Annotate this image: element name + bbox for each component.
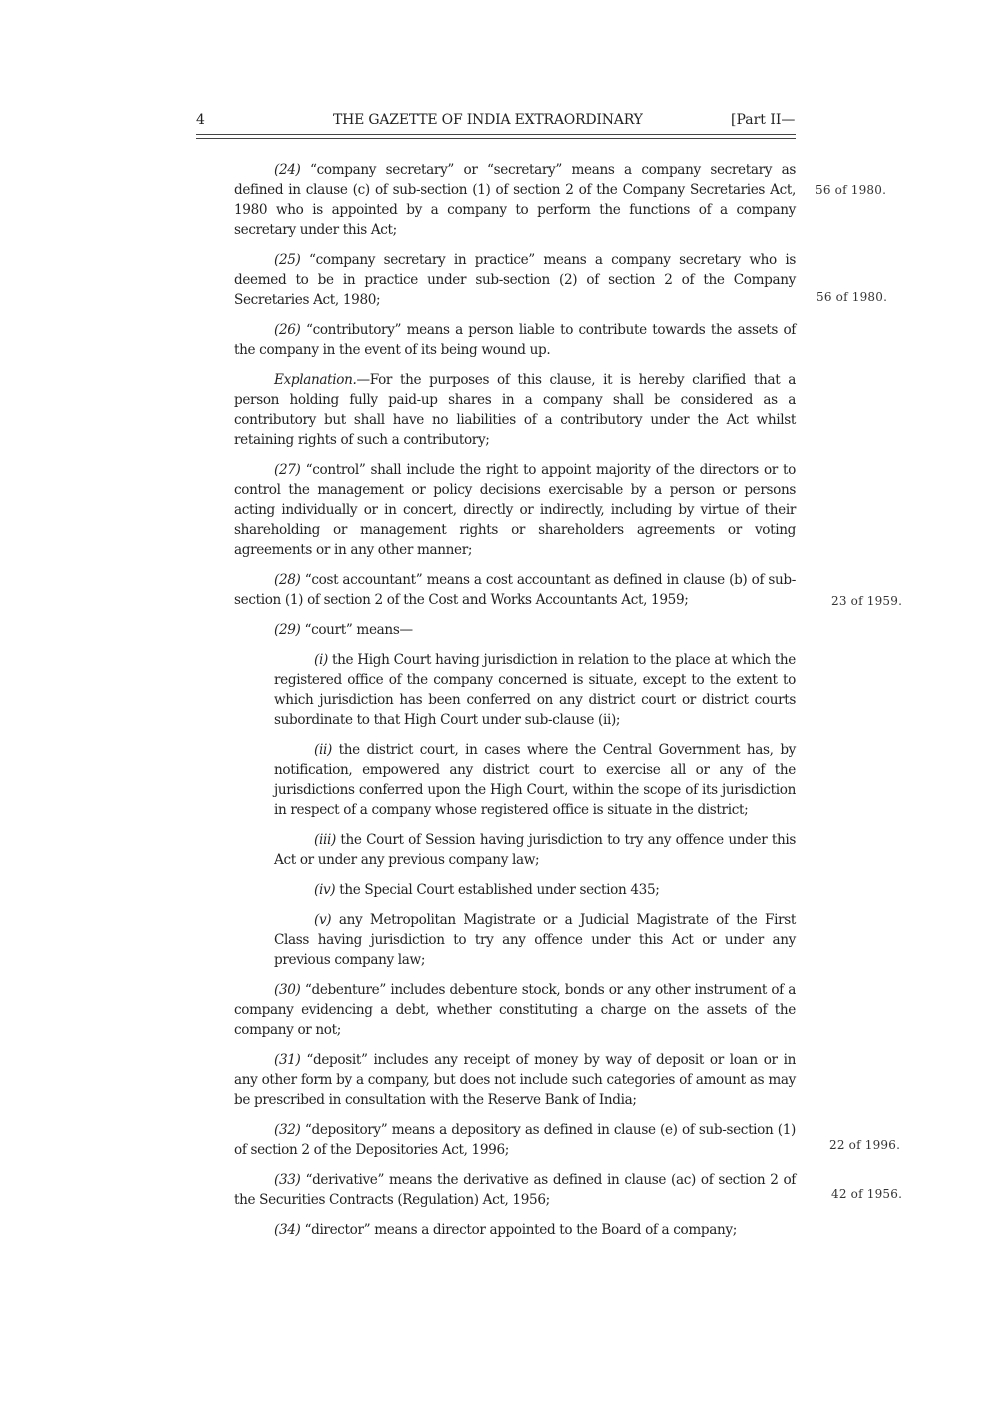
header-rule-bottom xyxy=(196,138,796,139)
clause-25: (25) “company secretary in practice” means a company secretary who is deemed to be in practice under sub-section (2) of section 2 of the Company Secretaries Act, 1980; xyxy=(234,252,796,308)
clause-29-ii: (ii) the district court, in cases where the Central Government has, by notification, empowered any district court to exercise all or any of the jurisdictions conferred upon the High Court, within the scope of its jurisdiction in respect of a company whose registered office is situate in the district; xyxy=(274,742,796,818)
clause-33: (33) “derivative” means the derivative as defined in clause (ac) of section 2 of the Securities Contracts (Regulation) Act, 1956; xyxy=(234,1172,796,1208)
clause-31: (31) “deposit” includes any receipt of money by way of deposit or loan or in any other form by a company, but does not include such categories of amount as may be prescribed in consultation with the Reserve Bank of India; xyxy=(234,1052,796,1108)
clause-27: (27) “control” shall include the right to appoint majority of the directors or to control the management or policy decisions exercisable by a person or persons acting individually or in concert, directly or indirectly, including by virtue of their shareholding or management rights or shareholders agreements or voting agreements or in any other manner; xyxy=(234,462,796,558)
clause-29: (29) “court” means— xyxy=(274,622,413,638)
clause-32: (32) “depository” means a depository as defined in clause (e) of sub-section (1) of section 2 of the Depositories Act, 1996; xyxy=(234,1122,796,1158)
margin-note: 23 of 1959. xyxy=(831,594,903,608)
gazette-title: THE GAZETTE OF INDIA EXTRAORDINARY xyxy=(333,112,643,128)
part-label: [Part II— xyxy=(731,112,796,128)
document-body xyxy=(234,160,796,1250)
margin-note: 56 of 1980. xyxy=(816,290,888,304)
header-rule-top xyxy=(196,134,796,135)
page-number: 4 xyxy=(196,112,205,128)
clause-34: (34) “director” means a director appointed to the Board of a company; xyxy=(274,1222,737,1238)
clause-24: (24) “company secretary” or “secretary” means a company secretary as defined in clause (c) of sub-section (1) of section 2 of the Company Secretaries Act, 1980 who is appointed by a company to perform the functions of a company secretary under this Act; xyxy=(234,162,796,238)
margin-note: 42 of 1956. xyxy=(831,1187,903,1201)
clause-28: (28) “cost accountant” means a cost accountant as defined in clause (b) of sub-section (1) of section 2 of the Cost and Works Accountants Act, 1959; xyxy=(234,572,796,608)
clause-26: (26) “contributory” means a person liable to contribute towards the assets of the company in the event of its being wound up. xyxy=(234,322,796,358)
page-header xyxy=(196,112,796,132)
margin-note: 22 of 1996. xyxy=(829,1138,901,1152)
clause-30: (30) “debenture” includes debenture stock, bonds or any other instrument of a company evidencing a debt, whether constituting a charge on the assets of the company or not; xyxy=(234,982,796,1038)
clause-29-i: (i) the High Court having jurisdiction in relation to the place at which the registered office of the company concerned is situate, except to the extent to which jurisdiction has been conferred on any district court or district courts subordinate to that High Court under sub-clause (ii); xyxy=(274,652,796,728)
clause-29-iii: (iii) the Court of Session having jurisdiction to try any offence under this Act or under any previous company law; xyxy=(274,832,796,868)
clause-26-explanation: Explanation.—For the purposes of this clause, it is hereby clarified that a person holding fully paid-up shares in a company shall be considered as a contributory but shall have no liabilities of a contributory under the Act whilst retaining rights of such a contributory; xyxy=(234,372,796,448)
margin-note: 56 of 1980. xyxy=(815,183,887,197)
clause-29-v: (v) any Metropolitan Magistrate or a Judicial Magistrate of the First Class having jurisdiction to try any offence under this Act or under any previous company law; xyxy=(274,912,796,968)
clause-29-iv: (iv) the Special Court established under section 435; xyxy=(314,882,660,898)
